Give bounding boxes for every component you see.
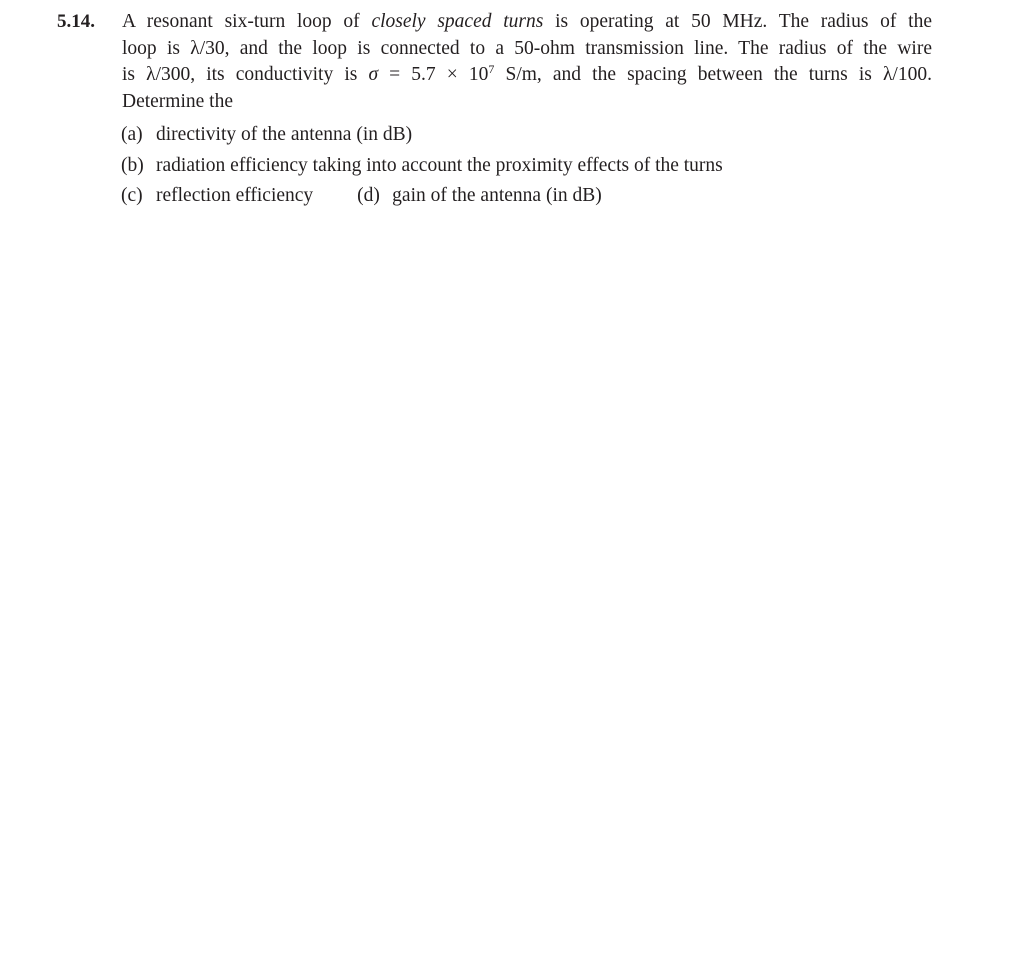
- part-text: reflection efficiency: [156, 185, 314, 206]
- problem-statement: [122, 9, 932, 115]
- part-text: gain of the antenna (in dB): [392, 185, 602, 206]
- part-label: (b): [121, 154, 144, 176]
- statement-line-1: [122, 9, 932, 36]
- part-label: (a): [121, 124, 143, 145]
- part-a: [121, 120, 723, 151]
- statement-text: S/m, and the spacing between the turns is λ/100.: [494, 64, 932, 85]
- statement-line-3: [122, 62, 932, 89]
- statement-line-2: loop is λ/30, and the loop is connected to a 50-ohm transmission line. The radius of the wire: [122, 37, 932, 59]
- statement-text: = 5.7 × 10: [378, 64, 489, 85]
- part-b: [121, 151, 723, 182]
- statement-line-4: Determine the: [122, 90, 233, 112]
- statement-emphasis: closely spaced turns: [371, 11, 544, 32]
- problem-parts: [121, 120, 723, 212]
- statement-text: A resonant six-turn loop of: [122, 11, 372, 32]
- part-text: directivity of the antenna (in dB): [156, 124, 413, 145]
- exponent: 7: [488, 62, 495, 76]
- part-text: radiation efficiency taking into account the proximity effects of the turns: [156, 154, 723, 176]
- statement-text: is operating at 50 MHz. The radius of the: [543, 11, 933, 32]
- part-c-d-row: [121, 181, 723, 212]
- sigma-symbol: σ: [368, 64, 379, 85]
- part-label: (d): [357, 185, 380, 206]
- part-c: [121, 185, 313, 206]
- part-d: [357, 185, 602, 206]
- problem-number: 5.14.: [57, 11, 95, 32]
- part-label: (c): [121, 185, 143, 206]
- statement-text: is λ/300, its conductivity is: [122, 64, 369, 85]
